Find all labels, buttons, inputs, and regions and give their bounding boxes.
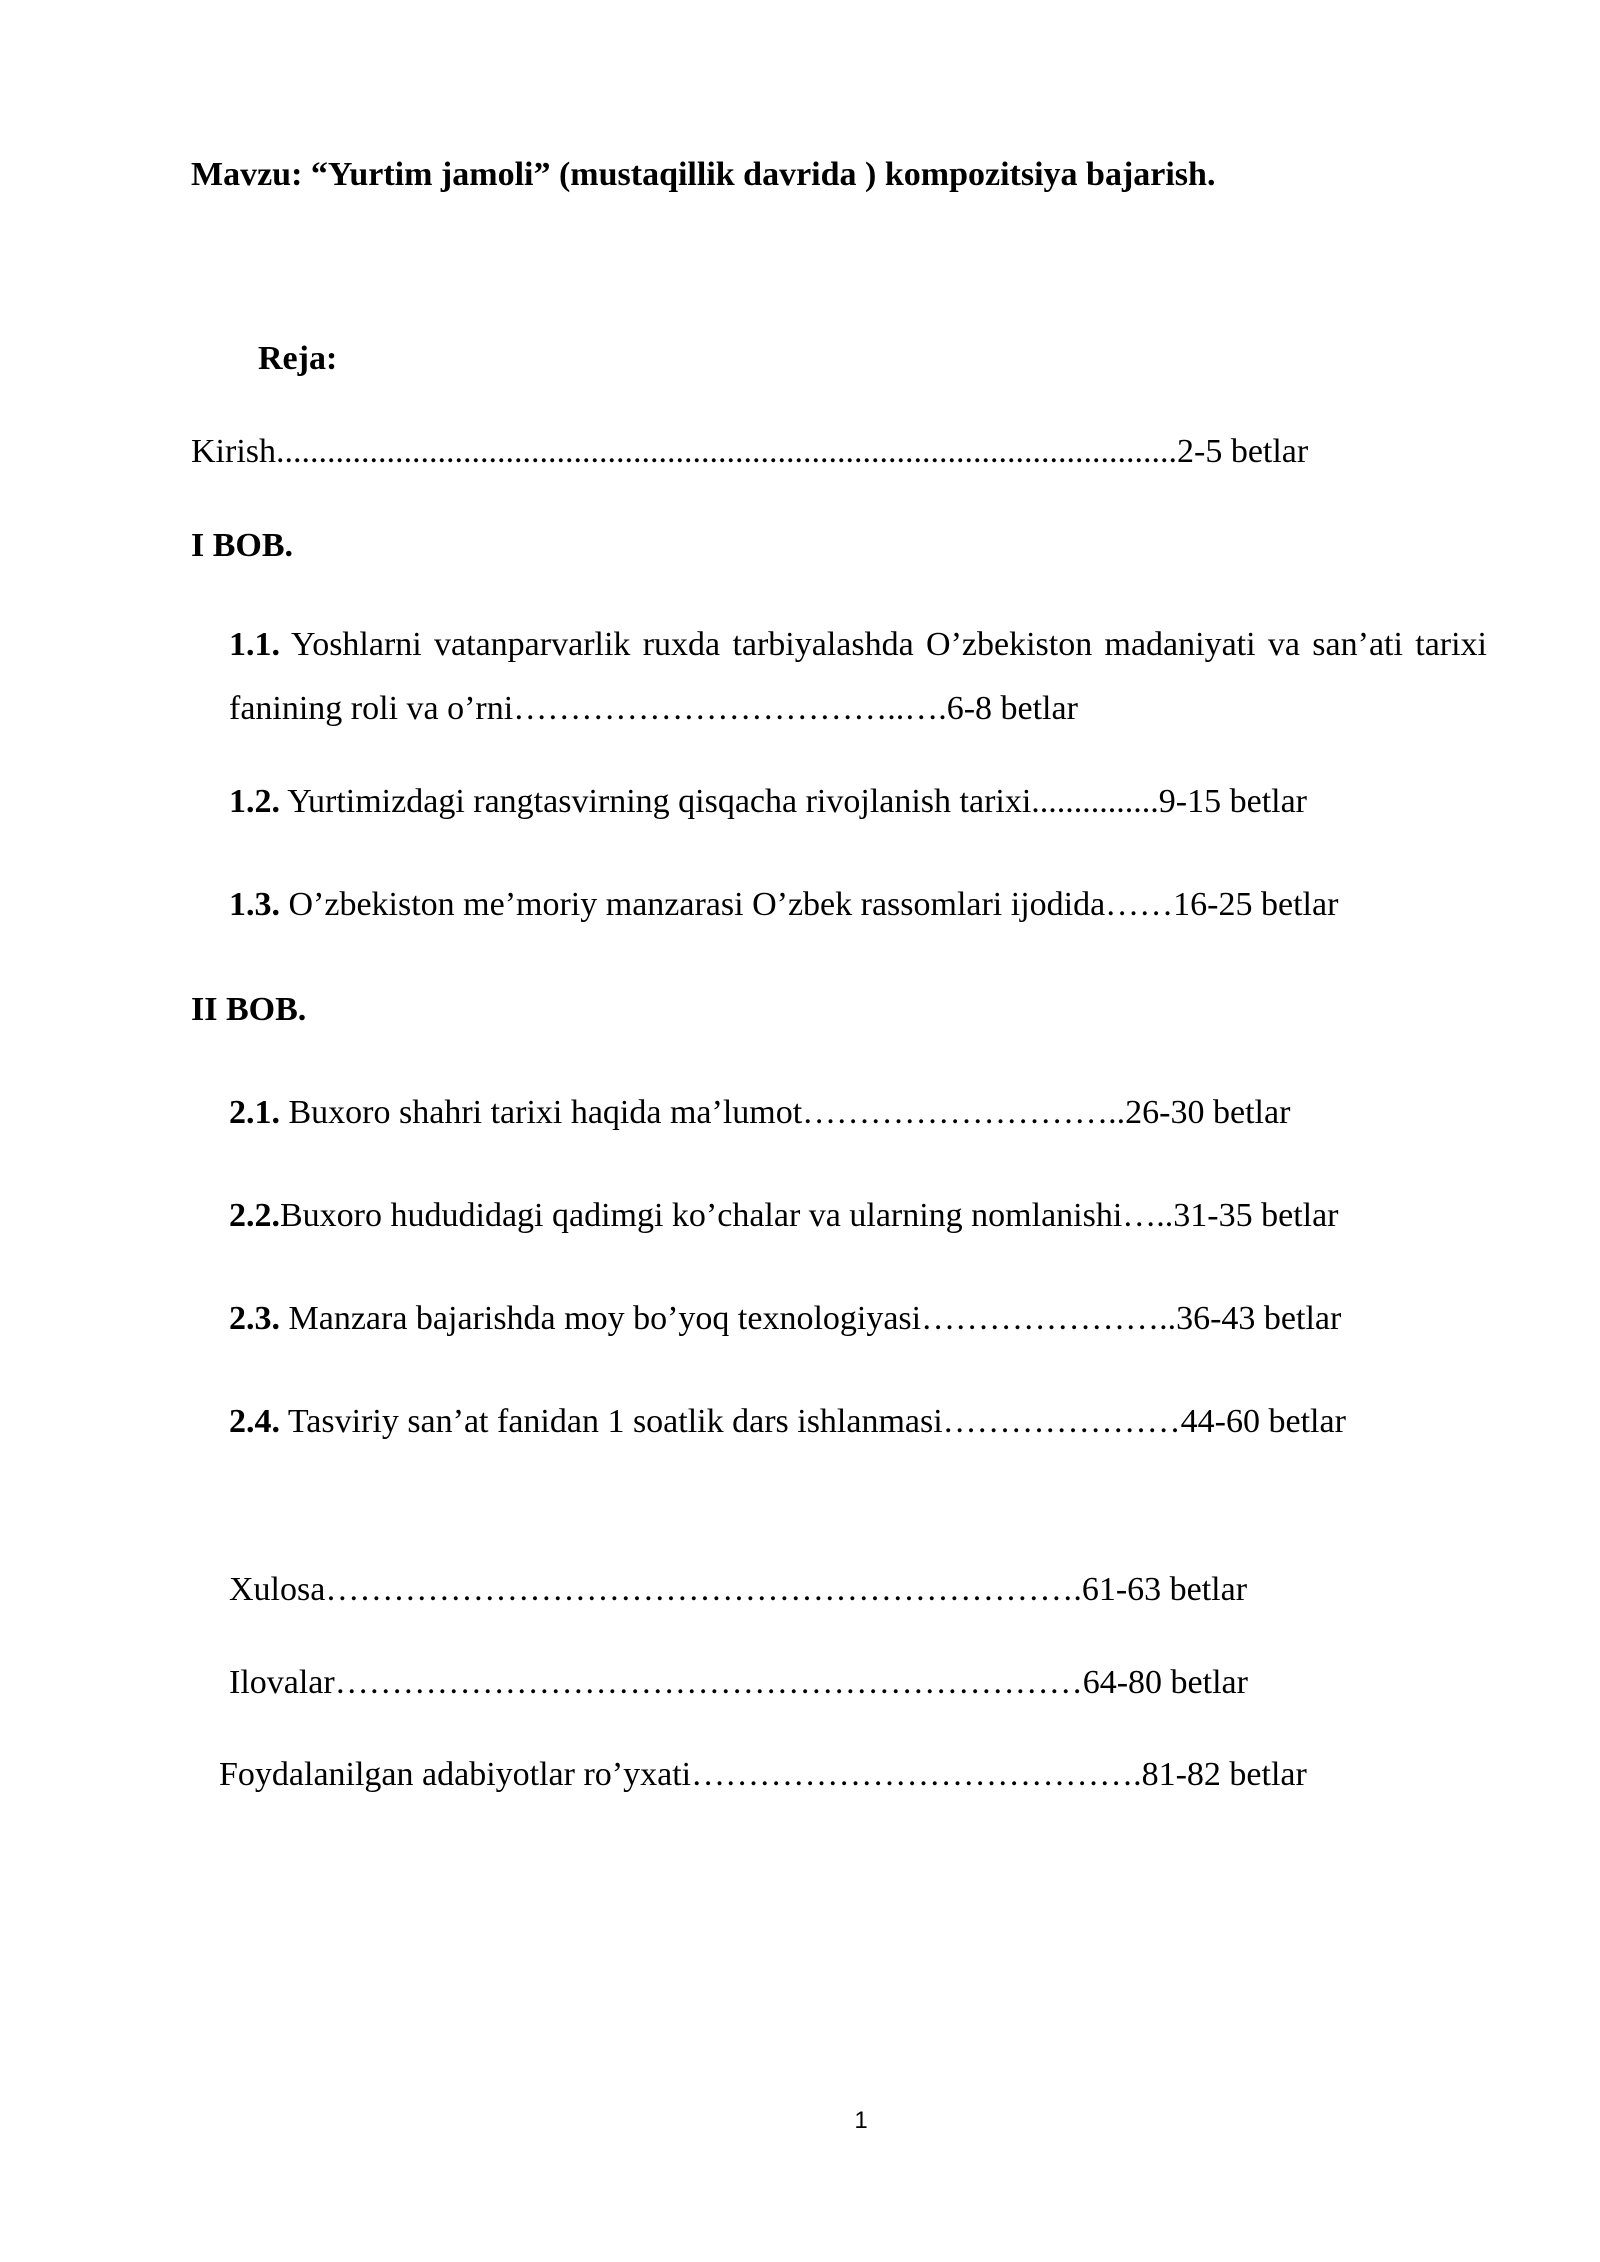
toc-entry-number: 2.3. <box>229 1300 280 1337</box>
toc-entry-number: 1.3. <box>229 886 280 923</box>
toc-entry-text: Yurtimizdagi rangtasvirning qisqacha rivojlanish tarixi...............9-15 betlar <box>280 783 1308 820</box>
toc-entry-conclusion: Xulosa………………………………………………………….61-63 betlar <box>229 1571 1248 1608</box>
toc-entry-2-2 <box>229 1196 1339 1236</box>
toc-entry-intro: Kirish..........................................................................................................2-5 betlar <box>191 433 1309 470</box>
toc-entry-number: 1.1. <box>229 626 280 663</box>
toc-entry-1-2 <box>229 782 1307 822</box>
toc-entry-number: 2.2. <box>229 1197 280 1234</box>
chapter-2-heading: II BOB. <box>191 991 307 1028</box>
toc-entry-2-1 <box>229 1093 1290 1133</box>
toc-entry-text: Buxoro hududidagi qadimgi ko’chalar va ularning nomlanishi…..31-35 betlar <box>280 1197 1339 1234</box>
toc-entry-number: 2.1. <box>229 1094 280 1131</box>
toc-entry-text: Tasviriy san’at fanidan 1 soatlik dars ishlanmasi…………………44-60 betlar <box>280 1403 1346 1440</box>
toc-entry-text: Yoshlarni vatanparvarlik ruxda tarbiyalashda O’zbekiston madaniyati va san’ati tarixi fanining roli va o’rni……………………………..….6-8 betlar <box>229 626 1487 727</box>
toc-entry-text: Buxoro shahri tarixi haqida ma’lumot………………………..26-30 betlar <box>280 1094 1291 1131</box>
toc-entry-2-4 <box>229 1402 1346 1442</box>
document-title: Mavzu: “Yurtim jamoli” (mustaqillik davrida ) kompozitsiya bajarish. <box>191 156 1216 193</box>
toc-entry-2-3 <box>229 1299 1341 1339</box>
plan-heading: Reja: <box>258 340 338 377</box>
toc-entry-number: 2.4. <box>229 1403 280 1440</box>
toc-entry-1-1 <box>229 613 1487 741</box>
toc-entry-text: O’zbekiston me’moriy manzarasi O’zbek rassomlari ijodida……16-25 betlar <box>280 886 1339 923</box>
page-number: 1 <box>854 2107 868 2134</box>
toc-entry-references: Foydalanilgan adabiyotlar ro’yxati………………………………….81-82 betlar <box>219 1756 1307 1793</box>
toc-entry-number: 1.2. <box>229 783 280 820</box>
chapter-1-heading: I BOB. <box>191 527 294 564</box>
toc-entry-1-3 <box>229 885 1338 925</box>
toc-entry-appendices: Ilovalar…………………………………………………………64-80 betlar <box>229 1664 1248 1701</box>
toc-entry-text: Manzara bajarishda moy bo’yoq texnologiyasi…………………..36-43 betlar <box>280 1300 1342 1337</box>
